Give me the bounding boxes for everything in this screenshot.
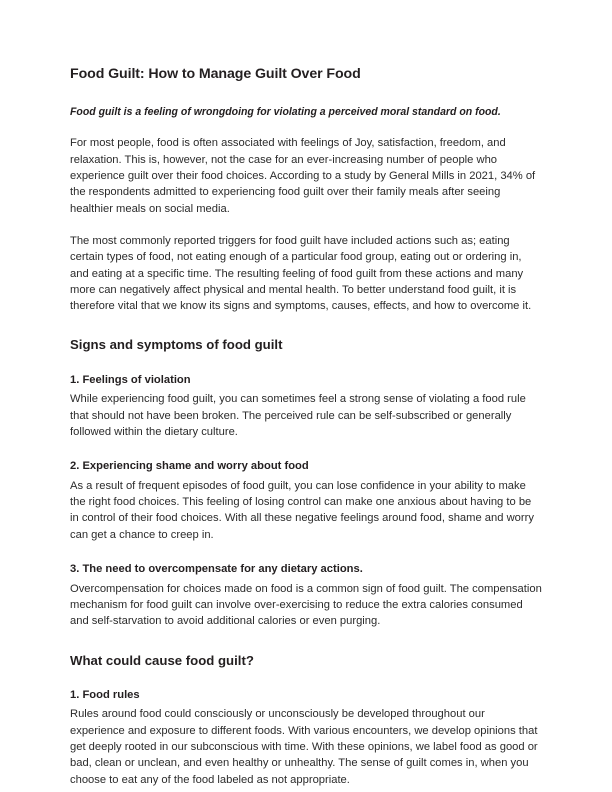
subheading-shame-and-worry: 2. Experiencing shame and worry about food bbox=[70, 460, 309, 473]
document-body bbox=[70, 66, 542, 788]
document-title: Food Guilt: How to Manage Guilt Over Food bbox=[70, 66, 361, 82]
body-feelings-of-violation: While experiencing food guilt, you can sometimes feel a strong sense of violating a food rule that should not have been broken. The perceived rule can be self-subscribed or generally followed within the dietary culture. bbox=[70, 393, 526, 438]
body-food-rules: Rules around food could consciously or unconsciously be developed throughout our experience and exposure to different foods. With various encounters, we develop opinions that get deeply rooted in our subconscious with time. With these opinions, we label food as good or bad, clean or unclean, and even healthy or unhealthy. The sense of guilt comes in, when you choose to eat any of the food labeled as not appropriate. bbox=[70, 708, 538, 786]
document-subtitle: Food guilt is a feeling of wrongdoing for violating a perceived moral standard on food. bbox=[70, 105, 501, 118]
subheading-feelings-of-violation: 1. Feelings of violation bbox=[70, 373, 191, 386]
section-heading-what-could-cause-food-guilt: What could cause food guilt? bbox=[70, 652, 254, 668]
subheading-overcompensate: 3. The need to overcompensate for any dietary actions. bbox=[70, 562, 363, 575]
intro-paragraph-1: For most people, food is often associated with feelings of Joy, satisfaction, freedom, and relaxation. This is, however, not the case for an ever-increasing number of people who experience guilt over their food choices. According to a study by General Mills in 2021, 34% of the respondents admitted to experiencing food guilt over their family meals after seeing healthier meals on social media. bbox=[70, 137, 536, 215]
intro-paragraph-2: The most commonly reported triggers for food guilt have included actions such as; eating certain types of food, not eating enough of a particular food group, eating out or ordering in, and eating at a specific time. The resulting feeling of food guilt from these actions and many more can negatively affect physical and mental health. To better understand food guilt, it is therefore vital that we know its signs and symptoms, causes, effects, and how to overcome it. bbox=[70, 234, 532, 313]
subheading-food-rules: 1. Food rules bbox=[70, 688, 140, 701]
body-shame-and-worry: As a result of frequent episodes of food guilt, you can lose confidence in your ability to make the right food choices. This feeling of losing control can make one anxious about having to be in control of their food choices. With all these negative feelings around food, shame and worry can get a chance to creep in. bbox=[70, 479, 534, 541]
body-overcompensate: Overcompensation for choices made on food is a common sign of food guilt. The compensation mechanism for food guilt can involve over-exercising to reduce the extra calories consumed and self-starvation to avoid additional calories or even purging. bbox=[70, 582, 542, 628]
section-heading-signs-and-symptoms: Signs and symptoms of food guilt bbox=[70, 337, 283, 353]
